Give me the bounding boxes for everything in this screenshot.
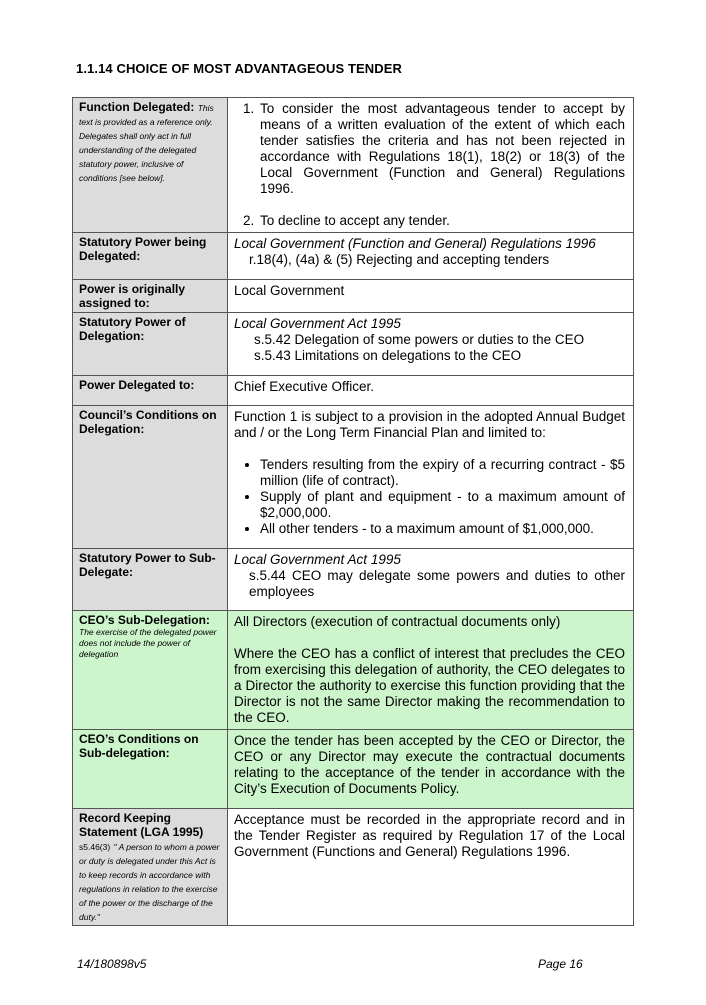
list-item: 1. To consider the most advantageous tender to accept by means of a written evaluation of the extent of which each tender satisfies the criteria and has not been rejected in accordance with Regulations 18(1), 18(2) or 18(3) of the Local Government (Function and General) Regulations 1996. bbox=[258, 101, 625, 197]
sub-delegate-act: Local Government Act 1995 bbox=[234, 552, 401, 567]
power-of-delegation-line: s.5.43 Limitations on delegations to the CEO bbox=[254, 348, 522, 363]
list-item: • Supply of plant and equipment - to a maximum amount of $2,000,000. bbox=[260, 489, 625, 521]
table-row bbox=[73, 280, 634, 313]
table-row bbox=[73, 376, 634, 406]
value-cell bbox=[228, 611, 634, 730]
value-cell bbox=[228, 809, 634, 926]
label-cell bbox=[73, 376, 228, 406]
table-row bbox=[73, 730, 634, 809]
label-cell bbox=[73, 611, 228, 730]
label-cell bbox=[73, 98, 228, 233]
ceo-sub-delegation-label: CEO’s Sub-Delegation: bbox=[79, 613, 210, 627]
table-row bbox=[73, 98, 634, 233]
function-list bbox=[234, 101, 625, 229]
page-number: Page 16 bbox=[538, 957, 583, 971]
ceo-conditions-value: Once the tender has been accepted by the CEO or Director, the CEO or any Director may execute the contractual documents relating to the acceptance of the tender in accordance with the City’s Execution of Documents Policy. bbox=[234, 733, 625, 796]
statutory-power-label: Statutory Power being Delegated: bbox=[79, 235, 207, 263]
delegated-to-value: Chief Executive Officer. bbox=[234, 379, 375, 394]
value-cell bbox=[228, 98, 634, 233]
table-row bbox=[73, 233, 634, 280]
label-cell bbox=[73, 313, 228, 376]
label-cell bbox=[73, 549, 228, 611]
table-row bbox=[73, 809, 634, 926]
statutory-power-detail: r.18(4), (4a) & (5) Rejecting and accepting tenders bbox=[249, 252, 550, 267]
table-row bbox=[73, 406, 634, 549]
council-conditions-list bbox=[234, 457, 625, 537]
label-cell bbox=[73, 233, 228, 280]
power-of-delegation-label: Statutory Power of Delegation: bbox=[79, 315, 186, 343]
list-item: • Tenders resulting from the expiry of a recurring contract - $5 million (life of contract). bbox=[260, 457, 625, 489]
value-cell bbox=[228, 313, 634, 376]
document-reference: 14/180898v5 bbox=[77, 957, 147, 971]
originally-assigned-value: Local Government bbox=[234, 283, 345, 298]
record-keeping-value: Acceptance must be recorded in the appropriate record and in the Tender Register as required by Regulation 17 of the Local Government (Functions and General) Regulations 1996. bbox=[234, 812, 625, 859]
record-keeping-note: " A person to whom a power or duty is delegated under this Act is to keep records in accordance with regulations in relation to the exercise of the power or the discharge of the duty." bbox=[79, 842, 220, 922]
delegated-to-label: Power Delegated to: bbox=[79, 378, 195, 392]
label-cell bbox=[73, 809, 228, 926]
function-delegated-label: Function Delegated: bbox=[79, 100, 195, 114]
sub-delegate-detail: s.5.44 CEO may delegate some powers and duties to other employees bbox=[249, 568, 625, 599]
page-title: 1.1.14 CHOICE OF MOST ADVANTAGEOUS TENDER bbox=[76, 61, 403, 76]
list-item: 2. To decline to accept any tender. bbox=[258, 213, 625, 229]
record-keeping-ref: s5.46(3) bbox=[79, 842, 111, 852]
statutory-power-act: Local Government (Function and General) Regulations 1996 bbox=[234, 236, 596, 251]
value-cell bbox=[228, 730, 634, 809]
council-conditions-intro: Function 1 is subject to a provision in the adopted Annual Budget and / or the Long Term Financial Plan and limited to: bbox=[234, 409, 625, 440]
value-cell bbox=[228, 549, 634, 611]
table-row bbox=[73, 549, 634, 611]
originally-assigned-label: Power is originally assigned to: bbox=[79, 282, 186, 310]
value-cell bbox=[228, 280, 634, 313]
label-cell bbox=[73, 730, 228, 809]
value-cell bbox=[228, 233, 634, 280]
ceo-sub-delegation-note: The exercise of the delegated power does not include the power of delegation bbox=[79, 627, 217, 659]
label-cell bbox=[73, 406, 228, 549]
power-of-delegation-act: Local Government Act 1995 bbox=[234, 316, 401, 331]
value-cell bbox=[228, 376, 634, 406]
ceo-conditions-label: CEO’s Conditions on Sub-delegation: bbox=[79, 732, 199, 760]
table-row bbox=[73, 313, 634, 376]
power-of-delegation-line: s.5.42 Delegation of some powers or duties to the CEO bbox=[254, 332, 585, 347]
label-cell bbox=[73, 280, 228, 313]
function-delegated-note: This text is provided as a reference only. Delegates shall only act in full understanding of the delegated statutory power, inclusive of conditions [see below]. bbox=[79, 103, 214, 183]
record-keeping-label: Record Keeping Statement (LGA 1995) bbox=[79, 811, 204, 839]
list-item: • All other tenders - to a maximum amount of $1,000,000. bbox=[260, 521, 625, 537]
ceo-sub-delegation-value: All Directors (execution of contractual documents only) bbox=[234, 614, 561, 629]
ceo-sub-delegation-conflict: Where the CEO has a conflict of interest that precludes the CEO from exercising this delegation of authority, the CEO delegates to a Director the authority to exercise this function providing that the Director is not the same Director making the recommendation to the CEO. bbox=[234, 646, 625, 725]
sub-delegate-label: Statutory Power to Sub-Delegate: bbox=[79, 551, 216, 579]
value-cell bbox=[228, 406, 634, 549]
council-conditions-label: Council’s Conditions on Delegation: bbox=[79, 408, 217, 436]
table-row bbox=[73, 611, 634, 730]
delegation-table bbox=[72, 97, 634, 926]
